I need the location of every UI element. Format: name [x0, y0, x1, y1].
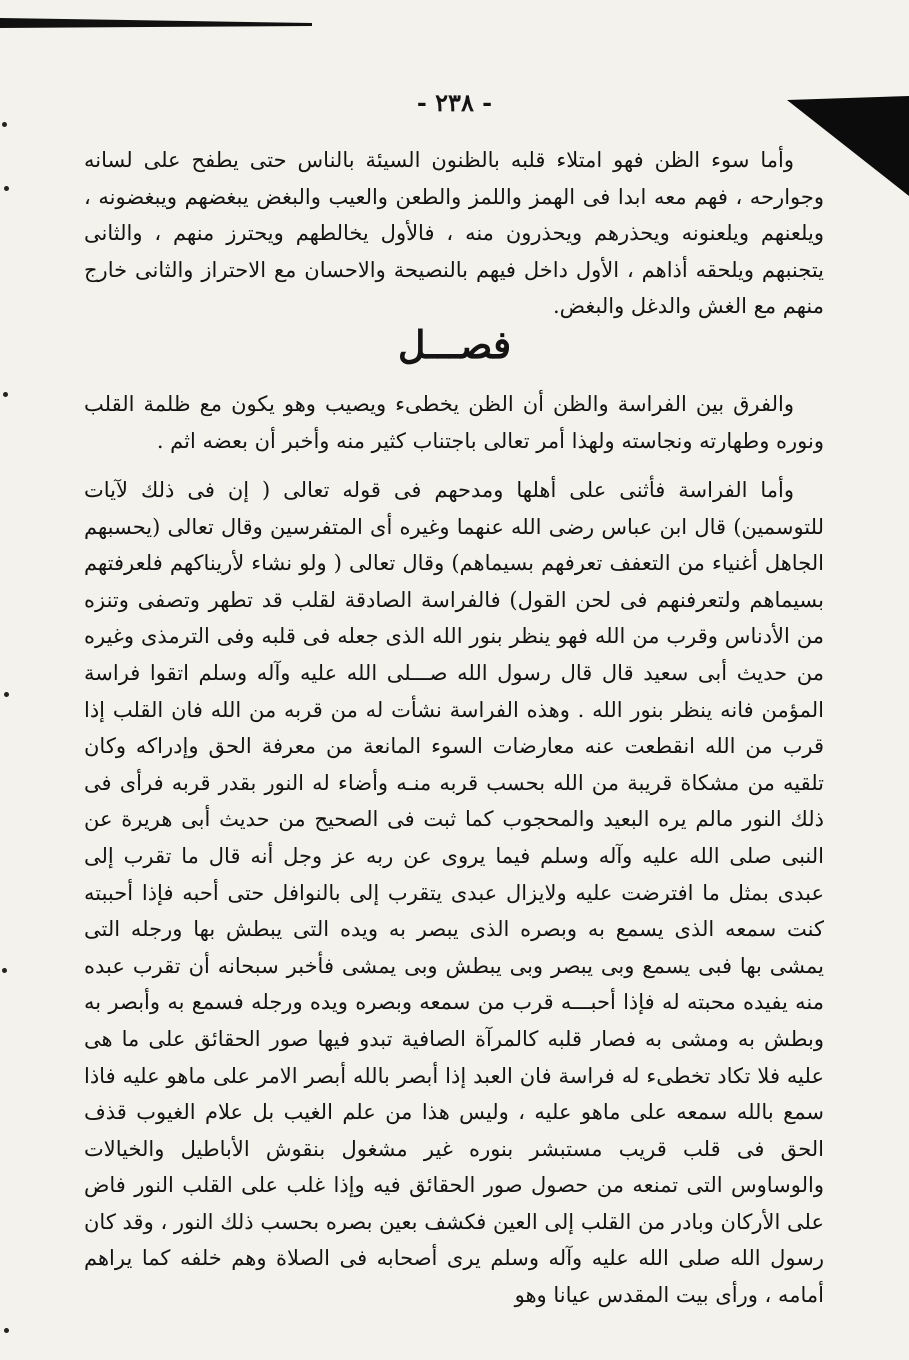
paragraph-difference — [84, 386, 824, 459]
paragraph-2-text: والفرق بين الفراسة والظن أن الظن يخطىء ويصيب وهو يكون مع ظلمة القلب ونوره وطهارته ونجاسته ولهذا أمر تعالى باجتناب كثير منه وأخبر أن بعضه اثم . — [84, 392, 824, 453]
margin-mark — [4, 186, 9, 191]
paragraph-bad-suspicion — [84, 142, 824, 325]
paragraph-firasa — [84, 472, 824, 1314]
margin-mark — [4, 1328, 9, 1333]
top-left-rule — [0, 16, 312, 30]
margin-mark — [2, 968, 7, 973]
page-number: - ٢٣٨ - — [416, 88, 493, 117]
margin-mark — [4, 692, 9, 697]
paragraph-1-text: وأما سوء الظن فهو امتلاء قلبه بالظنون السيئة بالناس حتى يطفح على لسانه وجوارحه ، فهم معه ابدا فى الهمز واللمز والطعن والعيب والبغض يبغضهم ويبغضونه ، ويلعنهم ويلعنونه ويحذرهم ويحذرون منه ، فالأول يخالطهم ويحترز منهم ، والثانى يتجنبهم ويلحقه أذاهم ، الأول داخل فيهم بالنصيحة والاحسان مع الاحتراز والثانى خارج منهم مع الغش والدغل والبغض. — [84, 148, 824, 319]
paragraph-3-text: وأما الفراسة فأثنى على أهلها ومدحهم فى قوله تعالى ( إن فى ذلك لآيات للتوسمين) قال ابن عباس رضى الله عنهما وغيره أى المتفرسين وقال تعالى (يحسبهم الجاهل أغنياء من التعفف تعرفهم بسيماهم) وقال تعالى ( ولو نشاء لأريناكهم فلعرفتهم بسيماهم ولتعرفنهم فى لحن القول) فالفراسة الصادقة لقلب قد تطهر وتصفى وتنزه من الأدناس وقرب من الله فهو ينظر بنور الله الذى جعله فى قلبه وفى الترمذى وغيره من حديث أبى سعيد قال قال رسول الله صـــلى الله عليه وآله وسلم اتقوا فراسة المؤمن فانه ينظر بنور الله . وهذه الفراسة نشأت له من قربه من الله فان القلب إذا قرب من الله انقطعت عنه معارضات السوء المانعة من معرفة الحق وإدراكه وكان تلقيه من مشكاة قريبة من الله بحسب قربه منـه وأضاء له النور بقدر قربه فرأى فى ذلك النور مالم يره البعيد والمحجوب كما ثبت فى الصحيح من حديث أبى هريرة عن النبى صلى الله عليه وآله وسلم فيما يروى عن ربه عز وجل أنه قال ما تقرب إلى عبدى بمثل ما افترضت عليه ولايزال عبدى يتقرب إلى بالنوافل حتى أحبه فإذا أحببته كنت سمعه الذى يسمع به وبصره الذى يبصر به ويده التى يبطش بها ورجله التى يمشى بها فبى يسمع وبى يبصر وبى يبطش وبى يمشى فأخبر سبحانه أن تقرب عبده منه يفيده محبته له فإذا أحبـــه قرب من سمعه وبصره ويده ورجله فسمع به وأبصر به وبطش به ومشى به فصار قلبه كالمرآة الصافية تبدو فيها صور الحقائق على ما هى عليه فلا تكاد تخطىء له فراسة فان العبد إذا أبصر بالله أبصر الامر على ماهو عليه فاذا سمع بالله سمعه على ماهو عليه ، وليس هذا من علم الغيب بل علام الغيوب قذف الحق فى قلب قريب مستبشر بنوره غير مشغول بنقوش الأباطيل والخيالات والوساوس التى تمنعه من حصول صور الحقائق فيه وإذا غلب على القلب النور فاض على الأركان وبادر من القلب إلى العين فكشف بعين بصره بحسب ذلك النور ، وقد كان رسول الله صلى الله عليه وآله وسلم يرى أصحابه فى الصلاة وهم خلفه كما يراهم أمامه ، ورأى بيت المقدس عيانا وهو — [84, 478, 824, 1308]
margin-mark — [2, 122, 7, 127]
section-heading: فصـــل — [397, 322, 512, 367]
margin-mark — [3, 392, 8, 397]
